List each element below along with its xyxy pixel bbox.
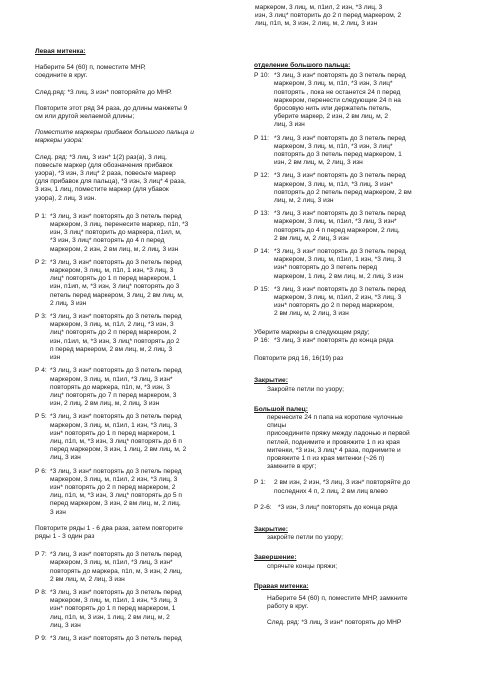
row-text: *3 лиц, 3 изн* повторять до 3 петель перед маркером, 3 лиц, м, п1ил, 1 изн, *3 лиц, 3 изн* повторять до 1 п перед маркером, 1 лиц, п1п, м, 3 изн, 1 лиц, 2 вм лиц, м, 2 лиц, 3 изн [50, 588, 182, 629]
row-label: Р 3: [35, 313, 47, 321]
right-next-row-text: След. ряд: *3 лиц, 3 изн* повторять до МНР [267, 619, 402, 627]
row-label: Р 11: [254, 134, 269, 142]
row-text: *3 лиц, 3 изн* повторять до 3 петель перед маркером, 3 лиц, м, п1ил, 1 изн, *3 лиц, 3 изн* повторять до 3 петель перед маркером, 1 лиц, 2 вм лиц, м, 2 лиц, 3 изн [274, 248, 406, 280]
right-column [254, 30, 459, 628]
row-instruction [35, 635, 240, 643]
row-instruction [254, 286, 459, 319]
row-instruction [254, 248, 459, 281]
repeat-paragraph: Повторите этот ряд 34 раза, до длины манжеты 9 см или другой желаемой длины; [35, 104, 188, 121]
row-text: *3 лиц, 3 изн* повторять до 3 петель перед маркером, 3 лиц, м, п1п, 1 изн, *3 лиц, 3 лиц* повторять до 1 п перед маркером, 1 изн, п1ип, м, *3 изн, 3 лиц* повторять до 3 петель перед маркером, 3 лиц, 2 вм лиц, м, 2 лиц, 3 изн [50, 258, 184, 307]
next-row-paragraph: След.ряд: *3 лиц, 3 изн* повторяйте до МНР. [35, 88, 172, 96]
row-instruction [35, 413, 240, 462]
row-text: *3 лиц, 3 изн* повторять до 3 петель перед [50, 634, 182, 642]
row-text: *3 лиц, 3 изн* повторять до 3 петель перед маркером, 3 лиц, перенесите маркер, п1п, *3 изн, 3 лиц* повторить до маркера, п1ил, м, *3 изн, 3 лиц* повторять до 4 п перед маркером, 2 изн, 2 вм лиц, м, 2 лиц, 3 изн [50, 212, 189, 253]
row-label: Р 5: [35, 413, 47, 421]
markers-paragraph: Поместите маркеры прибавок большого пальца и маркеры узора: [35, 129, 194, 145]
row-label: Р 8: [35, 588, 47, 596]
row-text: 2 вм изн, 2 изн, *3 лиц, 3 изн* повторяйте до последних 4 п, 2 лиц, 2 вм лиц влево [274, 479, 411, 495]
row-label: Р 12: [254, 172, 270, 180]
finishing-text: спрячьте концы пряжи; [267, 562, 338, 570]
thumb-join-text: присоедините пряжу между ладонью и первой петлей, поднимите и провяжите 1 п из края митенки, *3 изн, 3 лиц* 4 раза, поднимите и провяжите 1 п из края митенки (~26 п) замкните в круг; [267, 430, 410, 471]
row-text: *3 лиц, 3 изн* повторять до 3 петель перед маркером, 3 лиц, м, п1п, *3 изн, 3 лиц* повторять , пока не останется 24 п перед маркером, перенести следующие 24 п на бросовую нить или держатель петель, уберите маркер, 2 изн, 2 вм лиц, м, 2 лиц, 3 изн [274, 72, 406, 129]
continued-text: маркером, 3 лиц, м, п1ил, 2 изн, *3 лиц, 3 изн, 3 лиц* повторить до 2 п перед маркером, 2 лиц, п1п, м, 3 изн, 2 лиц, м, 2 лиц, 3 изн [255, 4, 402, 28]
row-label: Р 9: [35, 634, 47, 642]
row-instruction [35, 468, 240, 517]
row-instruction [35, 259, 240, 308]
row-label: Р 7: [35, 551, 47, 559]
row-instruction [254, 135, 459, 168]
row-instruction [35, 367, 240, 408]
closing-text: закройте петли по узору; [267, 534, 343, 542]
row-label: Р 16: [254, 336, 270, 344]
row-instruction [254, 72, 459, 129]
row-instruction [254, 210, 459, 243]
row-text: *3 лиц, 3 изн* повторять до 3 петель перед маркером, 3 лиц, м, п1ил, 2 изн, *3 лиц, 3 изн* повторять до 2 п перед маркером, 2 вм лиц, м, 2 лиц, 3 изн [274, 285, 406, 318]
closing-heading: Закрытие: [254, 377, 288, 385]
row-label: Р 2-6: [254, 503, 272, 511]
finishing-heading: Завершение: [254, 554, 297, 562]
row-label: Р 6: [35, 467, 47, 475]
row-label: Р 13: [254, 210, 270, 218]
row-instruction [254, 479, 459, 495]
row-text: *3 лиц, 3 изн* повторять до конца ряда [274, 336, 394, 344]
thumb-separation-heading: отделение большого пальца: [254, 62, 351, 69]
closing-heading: Закрытие: [254, 525, 288, 533]
row-label: Р 4: [35, 367, 47, 375]
repeat-row-16-text: Повторите ряд 16, 16(19) раз [254, 355, 344, 363]
right-cast-on-text: Наберите 54 (60) п, поместите МНР, замкните работу в круг. [267, 594, 408, 611]
row-text: *3 лиц, 3 изн* повторять до 3 петель перед маркером, 3 лиц, м, п1п, *3 изн, 3 лиц* повторять до 3 петель перед маркером, 1 изн, 2 вм лиц, м, 2 лиц, 3 изн [274, 134, 406, 167]
row-label: Р 2: [35, 258, 47, 266]
thumb-transfer-text: перенесите 24 п папа на короткие чулочные спицы [267, 413, 403, 430]
row-text: *3 лиц, 3 изн* повторять до 3 петель перед маркером, 3 лиц, м, п1ил, 1 изн, *3 лиц, 3 изн* повторять до 1 п перед маркером, 1 лиц, п1п, м, *3 изн, 3 лиц* повторять до 6 п перед маркером, 3 изн, 1 лиц, 2 вм лиц, м, 2 лиц, 3 изн [50, 413, 187, 462]
left-mitten-heading: Левая митенка: [35, 48, 86, 55]
cast-on-paragraph: Наберите 54 (60) п, поместите МНР, соедините в круг. [35, 64, 146, 80]
row-text: *3 лиц, 3 изн* повторять до 3 петель перед маркером, 3 лиц, м, п1л, *3 лиц, 3 изн* повторять до 2 петель перед маркером, 2 вм лиц, м, 2 лиц, 3 изн [274, 172, 412, 205]
repeat-rows-paragraph: Повторите ряды 1 - 6 два раза, затем повторите ряды 1 - 3 один раз [35, 524, 183, 540]
row-label: Р 14: [254, 248, 270, 256]
row-instruction [35, 213, 240, 254]
row-text: *3 лиц, 3 изн* повторять до 3 петель перед маркером, 3 лиц, м, п1л, 2 лиц, *3 изн, 3 лиц* повторять до 2 п перед маркером, 2 изн, п1ил, м, *3 изн, 3 лиц* повторять до 2 п перед маркером, 2 вм лиц, м, 2 лиц, 3 изн [50, 313, 182, 362]
row-text: *3 лиц, 3 изн* повторять до 3 петель перед маркером, 3 лиц, м, п1ил, *3 лиц, 3 изн* повторять до маркера, п1п, м, *3 изн, 3 лиц* повторять до 7 п перед маркером, 3 изн, 2 лиц, 2 вм лиц, м, 2 лиц, 3 изн [50, 367, 182, 408]
row-instruction [35, 551, 240, 584]
setup-row-paragraph: След. ряд: *3 лиц, 3 изн* 1(2) раз(а), 3 лиц, повесьте маркер (для обозначения прибавок узора), *3 изн, 3 лиц* 2 раза, повесьте маркер (для прибавок для пальца), *3 изн, 3 лиц* 4 раза, 3 изн, 1 лиц, поместите маркер (для убавок узора), 2 лиц, 3 изн. [35, 153, 186, 202]
row-text: *3 лиц, 3 изн* повторять до 3 петель перед маркером, 3 лиц, м, п1ил, *3 лиц, 3 изн* повторять до маркера, п1п, м, 3 изн, 2 лиц, 2 вм лиц, м, 2 лиц, 3 изн [50, 551, 183, 583]
row-instruction [35, 589, 240, 630]
row-label: Р 15: [254, 285, 270, 293]
row-text: *3 изн, 3 лиц* повторять до конца ряда [278, 503, 398, 511]
right-mitten-heading: Правая митенка: [254, 582, 309, 590]
row-instruction [254, 504, 459, 512]
thumb-heading: Большой палец: [254, 405, 308, 413]
row-label: Р 1: [35, 212, 47, 220]
row-instruction [254, 337, 459, 345]
remove-markers-text: Уберите маркеры в следующем ряду; [254, 328, 370, 336]
row-instruction [35, 313, 240, 362]
row-text: *3 лиц, 3 изн* повторять до 3 петель перед маркером, 3 лиц, м, п1ил, 2 изн, *3 лиц, 3 изн* повторять до 2 п перед маркером, 2 лиц, п1п, м, *3 изн, 3 лиц* повторять до 5 п перед маркером, 3 изн, 2 вм лиц, м, 2 лиц, 3 изн [50, 467, 182, 516]
row-text: *3 лиц, 3 изн* повторять до 3 петель перед маркером, 3 лиц, м, п1ил, *3 лиц, 3 изн* повторять до 4 п перед маркером, 2 лиц, 2 вм лиц, м, 2 лиц, 3 изн [274, 210, 406, 242]
closing-text: Закройте петли по узору; [267, 385, 344, 393]
row-instruction [254, 172, 459, 205]
row-label: Р 1: [254, 479, 266, 487]
row-label: Р 10: [254, 72, 270, 80]
